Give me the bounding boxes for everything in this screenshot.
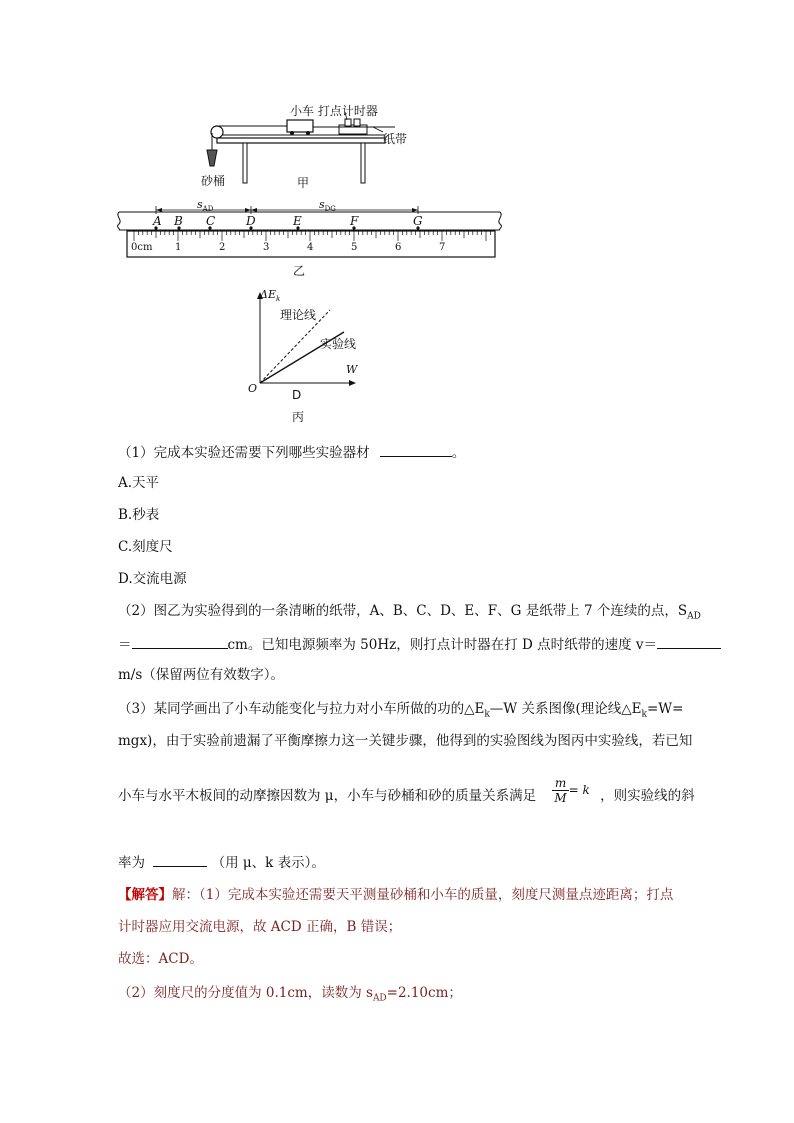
answer-line4: （2）刻度尺的分度值为 0.1cm，读数为 $s_{AD}=2.10cm$； [118,985,462,1004]
answer-line1: 【解答】解：（1）完成本实验还需要天平测量砂桶和小车的质量，刻度尺测量点迹距离；打点 [118,887,674,903]
ruler-num-0: 0cm [131,242,153,253]
label-theory-line: 理论线 [280,308,317,322]
caption-bing: 丙 [292,410,305,424]
ruler-num-6: 6 [395,242,402,253]
ruler-num-2: 2 [219,242,226,253]
ruler-num-7: 7 [439,242,446,253]
label-s-dg: $s_{DG}$ [319,198,336,214]
answer-line3: 故选：ACD。 [118,951,203,967]
q1-stem: （1）完成本实验还需要下列哪些实验器材 。 [118,442,465,462]
q3-line3: 小车与水平木板间的动摩擦因数为 μ，小车与砂桶和砂的质量关系满足 $\frac{m}{M}$ = k ，则实验线的斜 [118,776,695,805]
ruler-num-4: 4 [307,242,314,253]
q1-answer-blank[interactable] [380,442,452,457]
tape-dots [154,226,419,229]
q2-line3: m/s（保留两位有效数字）。 [118,667,285,683]
tape-label-c: C [206,214,216,228]
q1-option-c: C.刻度尺 [118,539,173,555]
q3-slope-blank[interactable] [153,852,207,867]
tape-ruler-diagram [115,200,505,280]
q3-line2: mgx)，由于实验前遗漏了平衡摩擦力这一关键步骤，他得到的实验图线为图丙中实验线，若已知 [118,733,693,749]
figure-yi [115,200,505,280]
caption-yi: 乙 [293,264,306,278]
label-d: D [292,388,302,402]
tape-label-d: D [246,214,256,228]
label-s-ad: $s_{AD}$ [197,198,214,214]
ruler-num-5: 5 [351,242,358,253]
label-tape: 纸带 [383,132,408,146]
tape-label-g: G [413,214,423,228]
label-bucket: 砂桶 [201,174,226,188]
tape-label-f: F [350,214,359,228]
q1-option-d: D.交流电源 [118,571,187,587]
ruler-num-1: 1 [175,242,182,253]
q2-line2: ＝ cm。已知电源频率为 50Hz，则打点计时器在打 D 点时纸带的速度 v＝ [118,634,721,654]
tape-label-e: E [293,214,302,228]
label-cart-timer: 小车 打点计时器 [290,104,378,118]
q3-line1: （3）某同学画出了小车动能变化与拉力对小车所做的功的$\triangle E_k—W$ 关系图像(理论线$\triangle E_k=W=$ [118,701,684,720]
q3-line4: 率为 （用 μ、k 表示）。 [118,852,325,872]
caption-jia: 甲 [297,176,310,190]
answer-tag: 【解答】 [118,887,172,903]
q2-velocity-blank[interactable] [657,634,721,649]
tape-label-b: B [174,214,183,228]
mass-ratio-fraction: $\frac{m}{M}$ [554,776,567,805]
q1-option-a: A.天平 [118,475,160,491]
label-experiment-line: 实验线 [320,337,357,351]
q1-option-b: B.秒表 [118,507,160,523]
energy-work-graph [240,288,380,398]
figure-bing [240,288,380,428]
q2-sad-blank[interactable] [132,634,228,649]
ruler-num-3: 3 [263,242,270,253]
tape-label-a: A [153,214,162,228]
figure-jia [195,100,425,195]
answer-line2: 计时器应用交流电源，故 ACD 正确，B 错误； [118,919,402,935]
axis-label-delta-ek: $\Delta E_k$ [260,288,281,304]
q2-line1: （2）图乙为实验得到的一条清晰的纸带，A、B、C、D、E、F、G 是纸带上 7 个连续的点，$S_{AD}$ [118,603,701,622]
axis-label-w: W [346,363,358,376]
origin-label: O [248,382,258,395]
